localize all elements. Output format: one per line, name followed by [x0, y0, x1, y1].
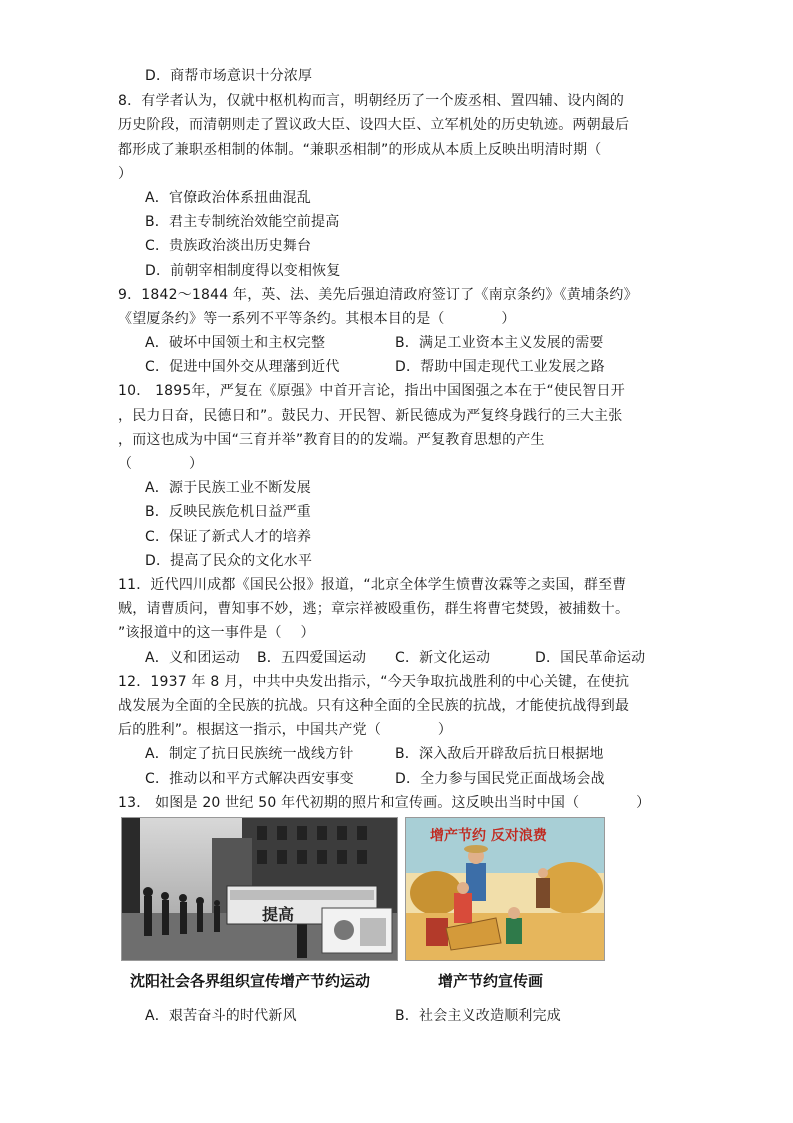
- poster-image: [405, 817, 605, 961]
- q12-options-row1: [145, 744, 705, 766]
- q9-option-c: C．促进中国外交从理藩到近代: [145, 359, 340, 375]
- q11-stem-line3: ”该报道中的这一事件是（ ）: [118, 625, 315, 641]
- parade-photo: [121, 817, 398, 961]
- q13-option-a: A．艰苦奋斗的时代新风: [145, 1008, 297, 1024]
- left-photo-caption: 沈阳社会各界组织宣传增产节约运动: [130, 972, 371, 990]
- q10-stem-line3: ，而这也成为中国“三育并举”教育目的的发端。严复教育思想的产生: [118, 432, 545, 448]
- q13-options-row: [145, 1006, 705, 1028]
- q11-option-b: B．五四爱国运动: [257, 650, 367, 666]
- q12-option-d: D．全力参与国民党正面战场会战: [395, 771, 605, 787]
- q11-option-a: A．义和团运动: [145, 650, 240, 666]
- q9-options-row2: [145, 357, 705, 379]
- q9-option-d: D．帮助中国走现代工业发展之路: [395, 359, 605, 375]
- q10-option-d: D．提高了民众的文化水平: [145, 553, 313, 569]
- q9-option-b: B．满足工业资本主义发展的需要: [395, 335, 604, 351]
- q11-options-row: [145, 648, 705, 670]
- banner-text: 提高: [262, 905, 295, 924]
- q12-stem-line2: 战发展为全面的全民族的抗战。只有这种全面的全民族的抗战，才能使抗战得到最: [118, 698, 630, 714]
- poster-slogan: 增产节约 反对浪费: [430, 828, 547, 844]
- q8-option-b: B．君主专制统治效能空前提高: [145, 214, 340, 230]
- q10-stem-line1: 10． 1895年，严复在《原强》中首开言论，指出中国图强之本在于“使民智日开: [118, 383, 625, 399]
- q7-option-d: D．商帮市场意识十分浓厚: [145, 68, 313, 84]
- q12-option-b: B．深入敌后开辟敌后抗日根据地: [395, 746, 604, 762]
- q8-option-d: D．前朝宰相制度得以变相恢复: [145, 263, 341, 279]
- q8-stem-line4: ）: [118, 166, 133, 182]
- q11-stem-line2: 贼，请曹质问，曹知事不妙，逃；章宗祥被殴重伤，群生将曹宅焚毁，被捕数十。: [118, 601, 630, 617]
- q8-stem-line2: 历史阶段，而清朝则走了置议政大臣、设四大臣、立军机处的历史轨迹。两朝最后: [118, 117, 630, 133]
- q9-options-row1: [145, 333, 705, 355]
- q10-option-a: A．源于民族工业不断发展: [145, 480, 311, 496]
- q10-option-c: C．保证了新式人才的培养: [145, 529, 312, 545]
- q10-stem-line4: （ ）: [118, 456, 204, 472]
- q11-stem-line1: 11．近代四川成都《国民公报》报道，“北京全体学生愤曹汝霖等之卖国，群至曹: [118, 577, 627, 593]
- q12-option-c: C．推动以和平方式解决西安事变: [145, 771, 354, 787]
- q8-option-a: A．官僚政治体系扭曲混乱: [145, 190, 311, 206]
- q9-stem-line2: 《望厦条约》等一系列不平等条约。其根本目的是（ ）: [118, 311, 516, 327]
- q12-stem-line3: 后的胜利”。根据这一指示，中国共产党（ ）: [118, 722, 453, 738]
- q10-stem-line2: ，民力日奋，民德日和”。鼓民力、开民智、新民德成为严复终身践行的三大主张: [118, 408, 623, 424]
- q9-stem-line1: 9．1842～1844 年，英、法、美先后强迫清政府签订了《南京条约》《黄埔条约》: [118, 287, 638, 303]
- q8-option-c: C．贵族政治淡出历史舞台: [145, 238, 312, 254]
- q10-option-b: B．反映民族危机日益严重: [145, 504, 312, 520]
- q11-option-c: C．新文化运动: [395, 650, 491, 666]
- q12-option-a: A．制定了抗日民族统一战线方针: [145, 746, 354, 762]
- poster-drawing: [406, 818, 604, 960]
- q8-stem-line1: 8．有学者认为，仅就中枢机构而言，明朝经历了一个废丞相、置四辅、设内阁的: [118, 93, 625, 109]
- q12-stem-line1: 12．1937 年 8 月，中共中央发出指示，“今天争取抗战胜利的中心关键，在使抗: [118, 674, 630, 690]
- right-poster-caption: 增产节约宣传画: [438, 972, 544, 990]
- parade-photo-drawing: [122, 818, 397, 960]
- q13-stem-line1: 13． 如图是 20 世纪 50 年代初期的照片和宣传画。这反映出当时中国（ ）: [118, 795, 651, 811]
- q13-option-b: B．社会主义改造顺利完成: [395, 1008, 562, 1024]
- q12-options-row2: [145, 769, 705, 791]
- q9-option-a: A．破坏中国领土和主权完整: [145, 335, 326, 351]
- q8-stem-line3: 都形成了兼职丞相制的体制。“兼职丞相制”的形成从本质上反映出明清时期（: [118, 142, 602, 158]
- q11-option-d: D．国民革命运动: [535, 650, 646, 666]
